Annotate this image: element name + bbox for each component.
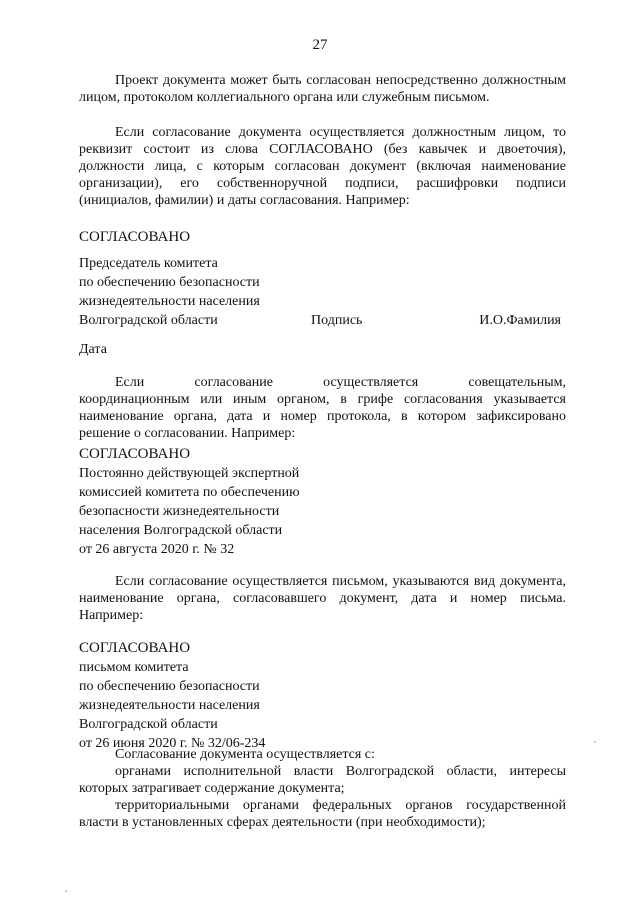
approval-example-letter — [79, 639, 566, 753]
list-item: территориальными органами федеральных органов государственной власти в установленных сферах деятельности (при необходимости); — [79, 798, 566, 830]
position-line: Волгоградской области — [79, 313, 218, 328]
position-line: жизнедеятельности населения — [79, 294, 260, 309]
letter-date-line: от 26 июня 2020 г. № 32/06-234 — [79, 736, 266, 751]
commission-line: населения Волгоградской области — [79, 523, 283, 538]
signature-placeholder: Подпись — [311, 313, 363, 328]
paragraph-text: Проект документа может быть согласован непосредственно должностным лицом, протоколом коллегиального органа или служебным письмом. — [79, 73, 566, 105]
commission-line: Постоянно действующей экспертной — [79, 466, 300, 481]
approval-example-official — [79, 228, 566, 247]
position-line: Председатель комитета — [79, 256, 218, 271]
approval-parties-list — [79, 746, 566, 831]
list-item: органами исполнительной власти Волгоградской области, интересы которых затрагивает содержание документа; — [79, 764, 566, 796]
position-line: по обеспечению безопасности — [79, 275, 260, 290]
approval-heading: СОГЛАСОВАНО — [79, 229, 191, 245]
scan-speck — [594, 741, 596, 743]
commission-line: комиссией комитета по обеспечению — [79, 485, 300, 500]
paragraph-text: Если согласование документа осуществляется должностным лицом, то реквизит состоит из слова СОГЛАСОВАНО (без кавычек и двоеточия), должности лица, с которым согласован документ (включая наименование организации), его собственноручной подписи, расшифровки подписи (инициалов, фамилии) и даты согласования. Например: — [79, 125, 566, 208]
official-position-block — [79, 254, 566, 330]
intro-paragraph-3 — [79, 374, 566, 442]
page-number: 27 — [312, 37, 328, 53]
intro-paragraph-1 — [79, 72, 566, 106]
paragraph-text: Если согласование осуществляется письмом, указываются вид документа, наименование органа, согласовавшего документ, дата и номер письма. Например: — [79, 574, 566, 623]
paragraph-first-line: Если согласование осуществляется совещательным, — [115, 375, 566, 390]
name-placeholder: И.О.Фамилия — [479, 313, 561, 328]
signature-row — [79, 311, 566, 330]
letter-line: Волгоградской области — [79, 717, 218, 732]
date-placeholder: Дата — [79, 342, 107, 357]
list-intro: Согласование документа осуществляется с: — [115, 747, 375, 762]
approval-example-commission — [79, 445, 566, 559]
intro-paragraph-4 — [79, 573, 566, 624]
commission-line: безопасности жизнедеятельности — [79, 504, 280, 519]
paragraph-text: координационным или иным органом, в грифе согласования указывается наименование органа, дата и номер протокола, в котором зафиксировано решение о согласовании. Например: — [79, 392, 566, 441]
protocol-date-line: от 26 августа 2020 г. № 32 — [79, 542, 235, 557]
letter-line: по обеспечению безопасности — [79, 679, 260, 694]
letter-line: жизнедеятельности населения — [79, 698, 260, 713]
approval-heading: СОГЛАСОВАНО — [79, 640, 191, 656]
letter-line: письмом комитета — [79, 660, 189, 675]
intro-paragraph-2 — [79, 124, 566, 209]
approval-heading: СОГЛАСОВАНО — [79, 446, 191, 462]
scan-speck — [65, 890, 67, 892]
date-placeholder-block — [79, 340, 566, 359]
